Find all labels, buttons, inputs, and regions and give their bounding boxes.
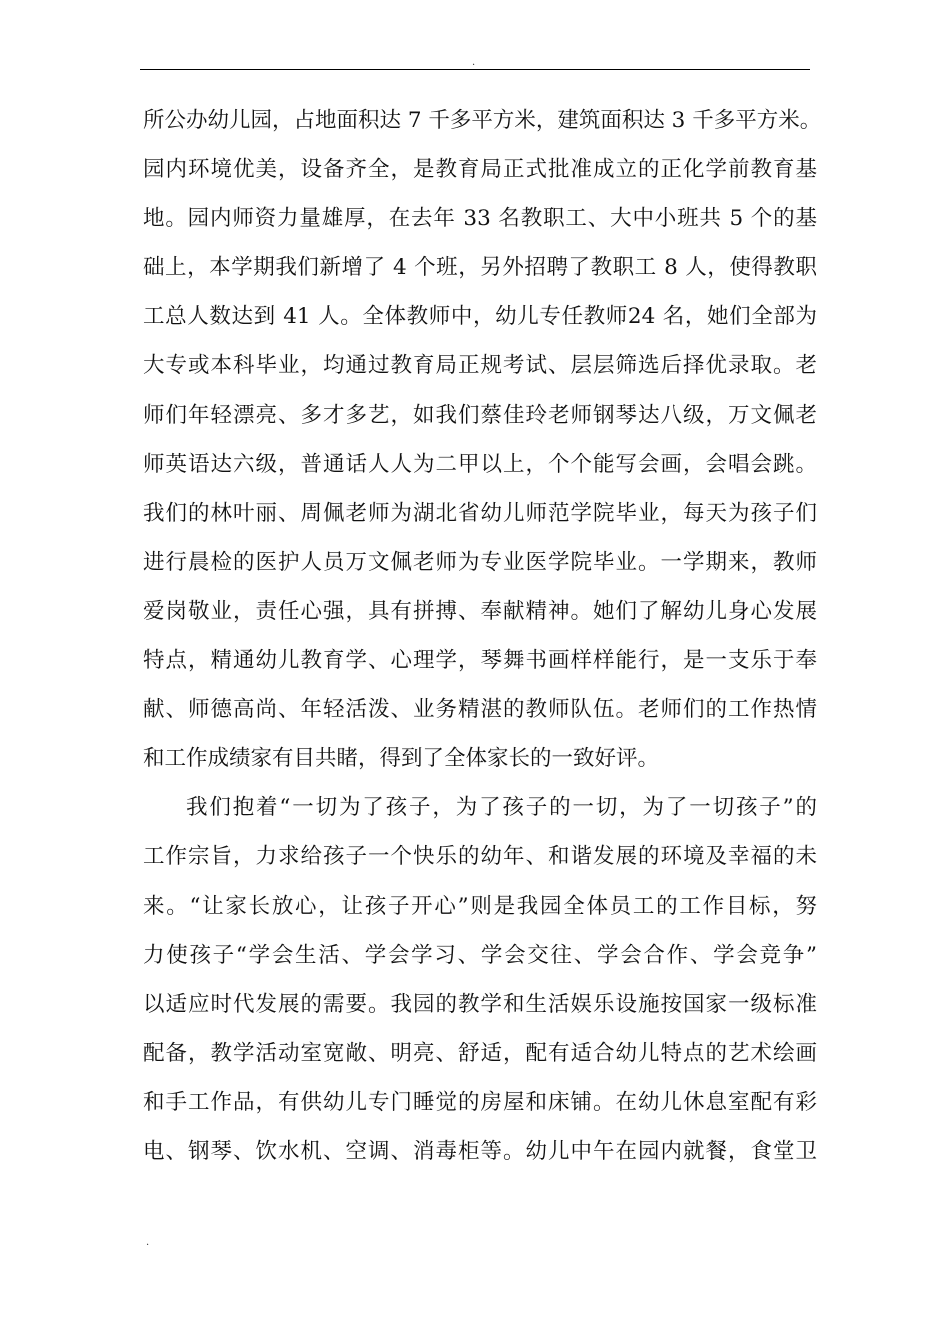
text-line: 工总人数达到 41 人。全体教师中，幼儿专任教师24 名，她们全部为 — [143, 304, 817, 330]
text-line: 所公办幼儿园，占地面积达 7 千多平方米，建筑面积达 3 千多平方米。 — [143, 108, 822, 133]
text-line: 献、师德高尚、年轻活泼、业务精湛的教师队伍。老师们的工作热情 — [143, 697, 817, 723]
text-line: 我们抱着“一切为了孩子，为了孩子的一切，为了一切孩子”的 — [186, 795, 817, 821]
header-mark: . — [472, 57, 476, 68]
text-line: 来。“让家长放心，让孩子开心”则是我园全体员工的工作目标，努 — [143, 893, 817, 919]
text-line: 特点，精通幼儿教育学、心理学，琴舞书画样样能行，是一支乐于奉 — [143, 648, 817, 674]
paragraph — [143, 96, 822, 783]
text-line: 工作宗旨，力求给孩子一个快乐的幼年、和谐发展的环境及幸福的未 — [143, 844, 817, 870]
text-line: 大专或本科毕业，均通过教育局正规考试、层层筛选后择优录取。老 — [143, 353, 817, 379]
paragraph — [143, 783, 817, 1176]
text-line: 园内环境优美，设备齐全，是教育局正式批准成立的正化学前教育基 — [143, 157, 817, 183]
text-line: 师们年轻漂亮、多才多艺，如我们蔡佳玲老师钢琴达八级，万文佩老 — [143, 402, 817, 428]
text-line: 爱岗敬业，责任心强，具有拼搏、奉献精神。她们了解幼儿身心发展 — [143, 598, 817, 624]
text-line: 我们的林叶丽、周佩老师为湖北省幼儿师范学院毕业，每天为孩子们 — [143, 500, 817, 526]
text-line: 力使孩子“学会生活、学会学习、学会交往、学会合作、学会竞争” — [143, 942, 817, 968]
footer-mark: . — [146, 1237, 150, 1248]
text-line: 地。园内师资力量雄厚，在去年 33 名教职工、大中小班共 5 个的基 — [143, 206, 817, 232]
paragraph-container — [143, 96, 822, 1176]
text-line: 电、钢琴、饮水机、空调、消毒柜等。幼儿中午在园内就餐，食堂卫 — [143, 1138, 817, 1164]
text-line: 和工作成绩家有目共睹，得到了全体家长的一致好评。 — [143, 746, 660, 772]
text-line: 师英语达六级，普通话人人为二甲以上，个个能写会画，会唱会跳。 — [143, 451, 817, 477]
text-line: 以适应时代发展的需要。我园的教学和生活娱乐设施按国家一级标准 — [143, 991, 817, 1017]
header-rule — [140, 69, 810, 70]
text-line: 础上，本学期我们新增了 4 个班，另外招聘了教职工 8 人，使得教职 — [143, 255, 817, 281]
text-line: 和手工作品，有供幼儿专门睡觉的房屋和床铺。在幼儿休息室配有彩 — [143, 1089, 817, 1115]
text-line: 进行晨检的医护人员万文佩老师为专业医学院毕业。一学期来，教师 — [143, 549, 817, 575]
document-body — [143, 96, 822, 1176]
text-line: 配备，教学活动室宽敞、明亮、舒适，配有适合幼儿特点的艺术绘画 — [143, 1040, 817, 1066]
